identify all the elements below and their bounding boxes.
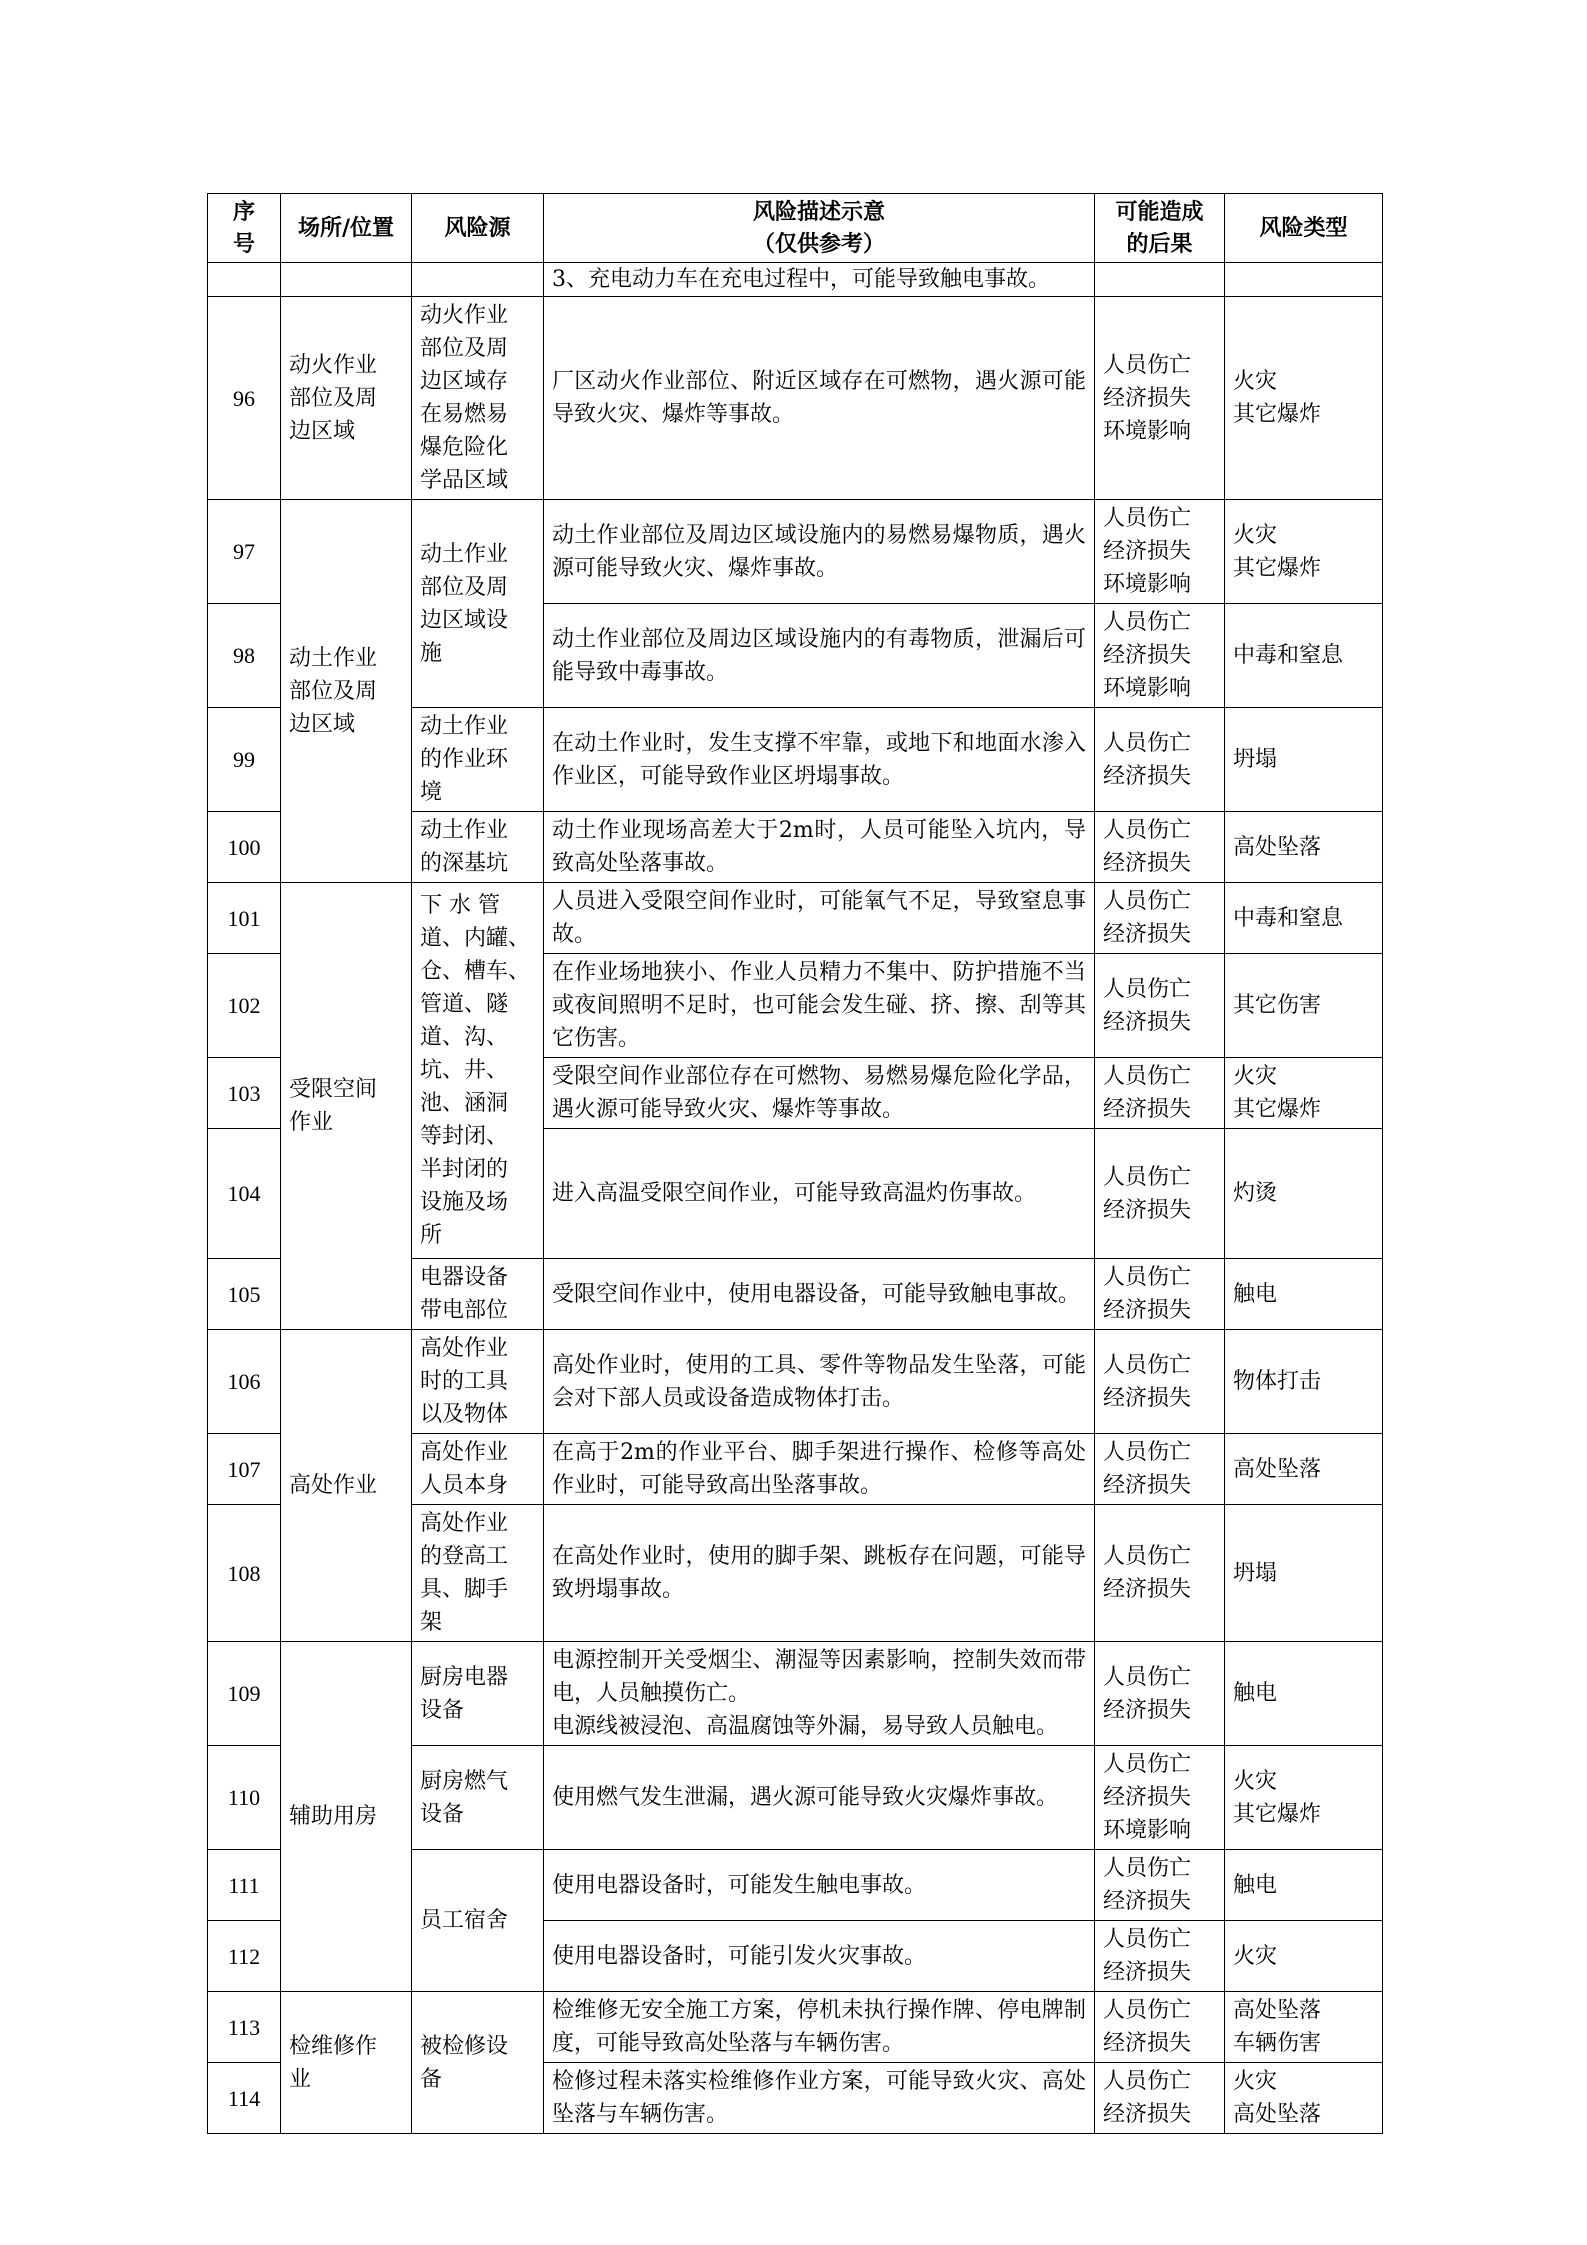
cell-consequence: 人员伤亡 经济损失 环境影响 xyxy=(1095,297,1225,500)
cell-empty xyxy=(208,263,281,297)
cell-type: 火灾 其它爆炸 xyxy=(1225,297,1383,500)
cell-seq: 106 xyxy=(208,1330,281,1434)
cell-source: 动土作业 的作业环 境 xyxy=(412,708,544,812)
cell-seq: 111 xyxy=(208,1850,281,1921)
cell-consequence: 人员伤亡 经济损失 xyxy=(1095,1505,1225,1642)
cell-consequence: 人员伤亡 经济损失 xyxy=(1095,708,1225,812)
cell-source: 厨房电器 设备 xyxy=(412,1642,544,1746)
cell-consequence: 人员伤亡 经济损失 xyxy=(1095,954,1225,1058)
cell-place: 受限空间 作业 xyxy=(281,883,412,1330)
cell-consequence: 人员伤亡 经济损失 环境影响 xyxy=(1095,604,1225,708)
cell-type: 其它伤害 xyxy=(1225,954,1383,1058)
cell-seq: 112 xyxy=(208,1921,281,1992)
cell-seq: 113 xyxy=(208,1992,281,2063)
cell-place: 动土作业 部位及周 边区域 xyxy=(281,500,412,883)
header-source: 风险源 xyxy=(412,194,544,263)
cell-desc: 动土作业现场高差大于2m时，人员可能坠入坑内，导致高处坠落事故。 xyxy=(544,812,1095,883)
cell-seq: 102 xyxy=(208,954,281,1058)
cell-type: 高处坠落 xyxy=(1225,1434,1383,1505)
cell-seq: 114 xyxy=(208,2063,281,2134)
cell-seq: 98 xyxy=(208,604,281,708)
cell-desc: 3、充电动力车在充电过程中，可能导致触电事故。 xyxy=(544,263,1095,297)
cell-consequence: 人员伤亡 经济损失 xyxy=(1095,1642,1225,1746)
cell-desc: 在高于2m的作业平台、脚手架进行操作、检修等高处作业时，可能导致高出坠落事故。 xyxy=(544,1434,1095,1505)
cell-type: 中毒和窒息 xyxy=(1225,604,1383,708)
cell-type: 高处坠落 车辆伤害 xyxy=(1225,1992,1383,2063)
cell-desc: 受限空间作业中，使用电器设备，可能导致触电事故。 xyxy=(544,1259,1095,1330)
cell-empty xyxy=(1095,263,1225,297)
cell-place: 高处作业 xyxy=(281,1330,412,1642)
cell-consequence: 人员伤亡 经济损失 xyxy=(1095,2063,1225,2134)
cell-desc: 动土作业部位及周边区域设施内的有毒物质，泄漏后可能导致中毒事故。 xyxy=(544,604,1095,708)
cell-place: 动火作业 部位及周 边区域 xyxy=(281,297,412,500)
cell-consequence: 人员伤亡 经济损失 xyxy=(1095,1850,1225,1921)
cell-consequence: 人员伤亡 经济损失 xyxy=(1095,1129,1225,1259)
cell-consequence: 人员伤亡 经济损失 xyxy=(1095,883,1225,954)
cell-empty xyxy=(281,263,412,297)
cell-type: 火灾 其它爆炸 xyxy=(1225,500,1383,604)
cell-type: 物体打击 xyxy=(1225,1330,1383,1434)
cell-source: 厨房燃气 设备 xyxy=(412,1746,544,1850)
cell-consequence: 人员伤亡 经济损失 xyxy=(1095,1921,1225,1992)
table-row xyxy=(208,1642,1383,1746)
cell-desc: 使用电器设备时，可能引发火灾事故。 xyxy=(544,1921,1095,1992)
cell-place: 辅助用房 xyxy=(281,1642,412,1992)
cell-seq: 103 xyxy=(208,1058,281,1129)
table-row xyxy=(208,500,1383,604)
cell-desc: 检维修无安全施工方案，停机未执行操作牌、停电牌制度，可能导致高处坠落与车辆伤害。 xyxy=(544,1992,1095,2063)
cell-source: 员工宿舍 xyxy=(412,1850,544,1992)
header-type: 风险类型 xyxy=(1225,194,1383,263)
table-row xyxy=(208,1330,1383,1434)
cell-source: 动火作业 部位及周 边区域存 在易燃易 爆危险化 学品区域 xyxy=(412,297,544,500)
cell-empty xyxy=(412,263,544,297)
cell-desc: 人员进入受限空间作业时，可能氧气不足，导致窒息事故。 xyxy=(544,883,1095,954)
cell-consequence: 人员伤亡 经济损失 xyxy=(1095,1434,1225,1505)
cell-seq: 99 xyxy=(208,708,281,812)
cell-type: 触电 xyxy=(1225,1642,1383,1746)
cell-type: 火灾 其它爆炸 xyxy=(1225,1058,1383,1129)
cell-consequence: 人员伤亡 经济损失 xyxy=(1095,1058,1225,1129)
cell-seq: 100 xyxy=(208,812,281,883)
cell-consequence: 人员伤亡 经济损失 xyxy=(1095,1992,1225,2063)
cell-consequence: 人员伤亡 经济损失 环境影响 xyxy=(1095,1746,1225,1850)
cell-seq: 108 xyxy=(208,1505,281,1642)
header-seq: 序 号 xyxy=(208,194,281,263)
cell-desc: 进入高温受限空间作业，可能导致高温灼伤事故。 xyxy=(544,1129,1095,1259)
cell-source: 高处作业 人员本身 xyxy=(412,1434,544,1505)
cell-desc: 检修过程未落实检维修作业方案，可能导致火灾、高处坠落与车辆伤害。 xyxy=(544,2063,1095,2134)
cell-seq: 105 xyxy=(208,1259,281,1330)
cell-desc: 受限空间作业部位存在可燃物、易燃易爆危险化学品，遇火源可能导致火灾、爆炸等事故。 xyxy=(544,1058,1095,1129)
cell-desc: 使用燃气发生泄漏，遇火源可能导致火灾爆炸事故。 xyxy=(544,1746,1095,1850)
cell-desc: 在动土作业时，发生支撑不牢靠，或地下和地面水渗入作业区，可能导致作业区坍塌事故。 xyxy=(544,708,1095,812)
header-desc: 风险描述示意 （仅供参考） xyxy=(544,194,1095,263)
cell-desc: 动土作业部位及周边区域设施内的易燃易爆物质，遇火源可能导致火灾、爆炸事故。 xyxy=(544,500,1095,604)
cell-source: 动土作业 部位及周 边区域设 施 xyxy=(412,500,544,708)
cell-type: 坍塌 xyxy=(1225,708,1383,812)
header-consequence: 可能造成 的后果 xyxy=(1095,194,1225,263)
cell-seq: 101 xyxy=(208,883,281,954)
cell-seq: 104 xyxy=(208,1129,281,1259)
cell-desc: 电源控制开关受烟尘、潮湿等因素影响，控制失效而带电，人员触摸伤亡。 电源线被浸泡、高温腐蚀等外漏，易导致人员触电。 xyxy=(544,1642,1095,1746)
header-place: 场所/位置 xyxy=(281,194,412,263)
cell-desc: 在高处作业时，使用的脚手架、跳板存在问题，可能导致坍塌事故。 xyxy=(544,1505,1095,1642)
cell-type: 火灾 其它爆炸 xyxy=(1225,1746,1383,1850)
cell-source: 电器设备 带电部位 xyxy=(412,1259,544,1330)
cell-source: 高处作业 时的工具 以及物体 xyxy=(412,1330,544,1434)
cell-type: 火灾 高处坠落 xyxy=(1225,2063,1383,2134)
cell-source: 动土作业 的深基坑 xyxy=(412,812,544,883)
cell-desc: 在作业场地狭小、作业人员精力不集中、防护措施不当或夜间照明不足时，也可能会发生碰、挤、擦、刮等其它伤害。 xyxy=(544,954,1095,1058)
cell-seq: 109 xyxy=(208,1642,281,1746)
cell-empty xyxy=(1225,263,1383,297)
cell-type: 触电 xyxy=(1225,1259,1383,1330)
cell-type: 中毒和窒息 xyxy=(1225,883,1383,954)
cell-type: 触电 xyxy=(1225,1850,1383,1921)
table-header-row xyxy=(208,194,1383,263)
table-row xyxy=(208,883,1383,954)
cell-seq: 97 xyxy=(208,500,281,604)
cell-consequence: 人员伤亡 经济损失 xyxy=(1095,1330,1225,1434)
table-row xyxy=(208,1992,1383,2063)
cell-type: 火灾 xyxy=(1225,1921,1383,1992)
cell-seq: 107 xyxy=(208,1434,281,1505)
cell-source: 被检修设 备 xyxy=(412,1992,544,2134)
table-row-carry-over xyxy=(208,263,1383,297)
cell-source: 高处作业 的登高工 具、脚手 架 xyxy=(412,1505,544,1642)
cell-type: 坍塌 xyxy=(1225,1505,1383,1642)
cell-consequence: 人员伤亡 经济损失 xyxy=(1095,1259,1225,1330)
cell-seq: 96 xyxy=(208,297,281,500)
table-row xyxy=(208,297,1383,500)
cell-source: 下 水 管 道、内罐、 仓、槽车、 管道、隧 道、沟、 坑、井、 池、涵洞 等封闭、 半封闭的 设施及场 所 xyxy=(412,883,544,1259)
cell-seq: 110 xyxy=(208,1746,281,1850)
risk-table xyxy=(207,193,1383,2134)
cell-type: 高处坠落 xyxy=(1225,812,1383,883)
cell-desc: 厂区动火作业部位、附近区域存在可燃物，遇火源可能导致火灾、爆炸等事故。 xyxy=(544,297,1095,500)
cell-desc: 高处作业时，使用的工具、零件等物品发生坠落，可能会对下部人员或设备造成物体打击。 xyxy=(544,1330,1095,1434)
cell-consequence: 人员伤亡 经济损失 xyxy=(1095,812,1225,883)
cell-consequence: 人员伤亡 经济损失 环境影响 xyxy=(1095,500,1225,604)
cell-place: 检维修作 业 xyxy=(281,1992,412,2134)
cell-desc: 使用电器设备时，可能发生触电事故。 xyxy=(544,1850,1095,1921)
cell-type: 灼烫 xyxy=(1225,1129,1383,1259)
